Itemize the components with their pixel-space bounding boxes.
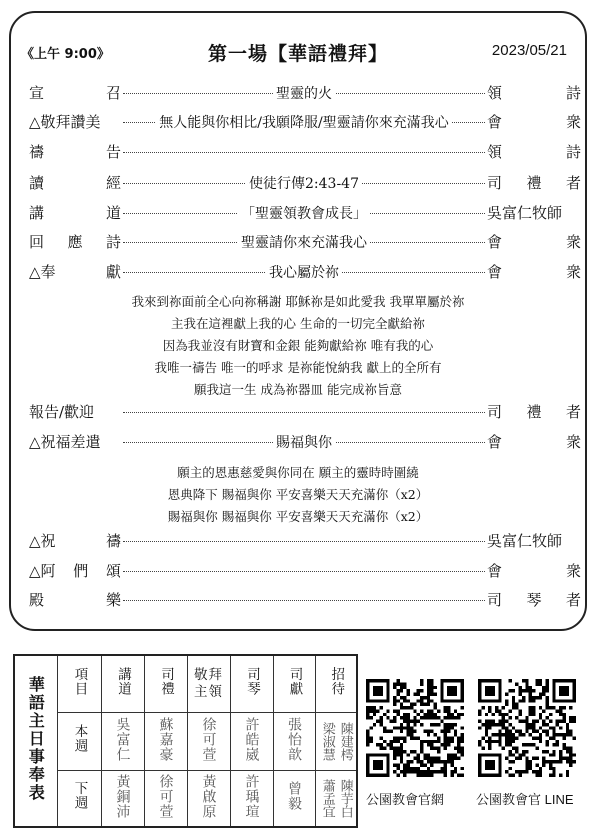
- program-row: [29, 259, 581, 283]
- lyric-line: 我來到祢面前全心向祢稱謝 耶穌祢是如此愛我 我單單屬於祢: [131, 294, 465, 309]
- program-item-person: [487, 82, 581, 103]
- service-date: 2023/05/21: [491, 42, 567, 59]
- program-item-person: [487, 560, 581, 581]
- website-qr-code-icon[interactable]: [366, 679, 464, 777]
- roster-corner-header: 項目: [57, 655, 101, 712]
- item-char: 道: [105, 203, 121, 222]
- roster-col-header: 司琴: [230, 655, 273, 712]
- program-item-label: [29, 530, 121, 551]
- program-item-label: [29, 202, 121, 223]
- person-char: 會: [487, 561, 503, 580]
- dotted-leader: [121, 429, 487, 453]
- roster-cell: 張怡歆: [273, 712, 315, 770]
- program-item-label: [29, 141, 121, 162]
- item-char: 殿: [29, 590, 45, 609]
- roster-cell: 徐可萱: [187, 712, 230, 770]
- table-row: [14, 712, 357, 770]
- program-row: [29, 109, 581, 133]
- line-qr-code-icon[interactable]: [478, 679, 576, 777]
- item-char: △阿: [29, 561, 56, 580]
- lyric-line: 恩典降下 賜福與你 平安喜樂天天充滿你（x2）: [167, 487, 429, 502]
- roster-title: 華語主日事奉表: [14, 655, 57, 827]
- item-char: 讀: [29, 173, 45, 192]
- program-item-person: [487, 401, 581, 422]
- program-item-person: [487, 172, 581, 193]
- program-row: [29, 558, 581, 582]
- person-char: 者: [565, 590, 581, 609]
- item-char: 經: [105, 173, 121, 192]
- item-char: △奉: [29, 262, 56, 281]
- item-char: 樂: [105, 590, 121, 609]
- item-char: △祝福差遣: [29, 432, 101, 451]
- person-char: 禮: [526, 173, 542, 192]
- item-char: 禱: [29, 142, 45, 161]
- dotted-leader: [121, 109, 487, 133]
- program-row: [29, 170, 581, 194]
- roster-col-header: 敬拜主領: [187, 655, 230, 712]
- program-item-person: [487, 111, 581, 132]
- person-char: 會: [487, 262, 503, 281]
- item-char: 告: [105, 142, 121, 161]
- program-item-label: [29, 82, 121, 103]
- item-char: △敬拜讚美: [29, 112, 101, 131]
- roster-cell: 吳富仁: [101, 712, 144, 770]
- dotted-leader: [121, 200, 487, 224]
- person-char: 衆: [565, 232, 581, 251]
- person-char: 者: [565, 173, 581, 192]
- item-char: 宣: [29, 83, 45, 102]
- item-char: 講: [29, 203, 45, 222]
- person-char: 衆: [565, 561, 581, 580]
- person-char: 衆: [565, 432, 581, 451]
- item-char: 召: [105, 83, 121, 102]
- roster-col-header: 招待: [315, 655, 357, 712]
- roster-col-header: 司獻: [273, 655, 315, 712]
- program-item-label: [29, 401, 121, 422]
- roster-cell: 曾毅: [273, 770, 315, 827]
- program-item-content: 聖靈的火: [273, 86, 335, 102]
- dotted-leader: [121, 399, 487, 423]
- lyric-line: 賜福與你 賜福與你 平安喜樂天天充滿你（x2）: [167, 509, 429, 524]
- item-char: 應: [67, 232, 83, 251]
- person-char: 會: [487, 112, 503, 131]
- program-item-person: [487, 141, 581, 162]
- program-item-person: [487, 530, 581, 551]
- person-char: 吳富仁牧師: [487, 203, 563, 222]
- person-char: 禮: [526, 402, 542, 421]
- item-char: 回: [29, 232, 45, 251]
- lyric-line: 因為我並沒有財寶和金銀 能夠獻給祢 唯有我的心: [162, 338, 434, 353]
- program-item-label: [29, 431, 121, 452]
- roster-cell: 許瑀瑄: [230, 770, 273, 827]
- program-item-person: [487, 589, 581, 610]
- program-item-person: [487, 431, 581, 452]
- service-time: 《上午 9:00》: [21, 47, 110, 62]
- program-row: [29, 399, 581, 423]
- item-char: 禱: [105, 531, 121, 550]
- roster-cell: 蘇嘉豪: [144, 712, 187, 770]
- roster-cell: 陳建樗 梁淑慧: [315, 712, 357, 770]
- person-char: 衆: [565, 262, 581, 281]
- program-row: [29, 80, 581, 104]
- item-char: 報告/歡迎: [29, 402, 95, 421]
- person-char: 吳富仁牧師: [487, 531, 563, 550]
- line-qr-label: 公園教會官 LINE: [476, 792, 574, 807]
- item-char: △祝: [29, 531, 56, 550]
- person-char: 司: [487, 173, 503, 192]
- roster-row-label: 下週: [57, 770, 101, 827]
- blessing-lyrics: [11, 462, 585, 528]
- program-row: [29, 429, 581, 453]
- lyric-line: 願主的恩惠慈愛與你同在 願主的靈時時圍繞: [177, 465, 419, 480]
- program-item-content: 「聖靈領教會成長」: [238, 206, 370, 222]
- program-item-label: [29, 111, 121, 132]
- item-char: 獻: [105, 262, 121, 281]
- roster-cell: 許皓崴: [230, 712, 273, 770]
- program-row: [29, 587, 581, 611]
- person-char: 衆: [565, 112, 581, 131]
- duty-roster-table: [13, 654, 358, 828]
- lyric-line: 主我在這裡獻上我的心 生命的一切完全獻給祢: [171, 316, 425, 331]
- program-item-content: 使徒行傳2:43-47: [246, 176, 362, 192]
- service-title: 第一場【華語禮拜】: [207, 43, 388, 65]
- program-row: [29, 139, 581, 163]
- person-char: 會: [487, 232, 503, 251]
- program-item-person: [487, 261, 581, 282]
- roster-cell: 陳芋白 蕭孟宜: [315, 770, 357, 827]
- dotted-leader: [121, 229, 487, 253]
- table-row: [14, 770, 357, 827]
- person-char: 琴: [526, 590, 542, 609]
- program-item-label: [29, 231, 121, 252]
- person-char: 會: [487, 432, 503, 451]
- dotted-leader: [121, 170, 487, 194]
- program-item-label: [29, 172, 121, 193]
- program-item-person: [487, 231, 581, 252]
- roster-row-label: 本週: [57, 712, 101, 770]
- person-char: 司: [487, 402, 503, 421]
- person-char: 詩: [565, 83, 581, 102]
- dotted-leader: [121, 259, 487, 283]
- roster-cell: 黃啟原: [187, 770, 230, 827]
- website-qr-label: 公園教會官網: [366, 792, 445, 807]
- program-item-content: 賜福與你: [273, 435, 335, 451]
- program-row: [29, 528, 581, 552]
- lyric-line: 我唯一禱告 唯一的呼求 是祢能悅納我 獻上的全所有: [154, 360, 442, 375]
- person-char: 司: [487, 590, 503, 609]
- dotted-leader: [121, 558, 487, 582]
- person-char: 者: [565, 402, 581, 421]
- offering-lyrics: [11, 291, 585, 401]
- program-item-person: [487, 202, 581, 223]
- lyric-line: 願我這一生 成為祢器皿 能完成祢旨意: [194, 382, 402, 397]
- roster-col-header: 司禮: [144, 655, 187, 712]
- program-row: [29, 200, 581, 224]
- program-item-label: [29, 560, 121, 581]
- person-char: 領: [487, 83, 503, 102]
- dotted-leader: [121, 528, 487, 552]
- program-item-label: [29, 261, 121, 282]
- person-char: 領: [487, 142, 503, 161]
- item-char: 詩: [105, 232, 121, 251]
- item-char: 頌: [105, 561, 121, 580]
- roster-cell: 黃銅沛: [101, 770, 144, 827]
- service-header: [11, 39, 585, 69]
- program-row: [29, 229, 581, 253]
- dotted-leader: [121, 587, 487, 611]
- roster-cell: 徐可萱: [144, 770, 187, 827]
- program-item-label: [29, 589, 121, 610]
- person-char: 詩: [565, 142, 581, 161]
- program-item-content: 我心屬於祢: [266, 265, 342, 281]
- dotted-leader: [121, 139, 487, 163]
- roster-col-header: 講道: [101, 655, 144, 712]
- order-of-service: [9, 11, 587, 631]
- item-char: 們: [73, 561, 89, 580]
- program-item-content: 無人能與你相比/我願降服/聖靈請你來充滿我心: [156, 115, 451, 131]
- program-item-content: 聖靈請你來充滿我心: [238, 235, 370, 251]
- dotted-leader: [121, 80, 487, 104]
